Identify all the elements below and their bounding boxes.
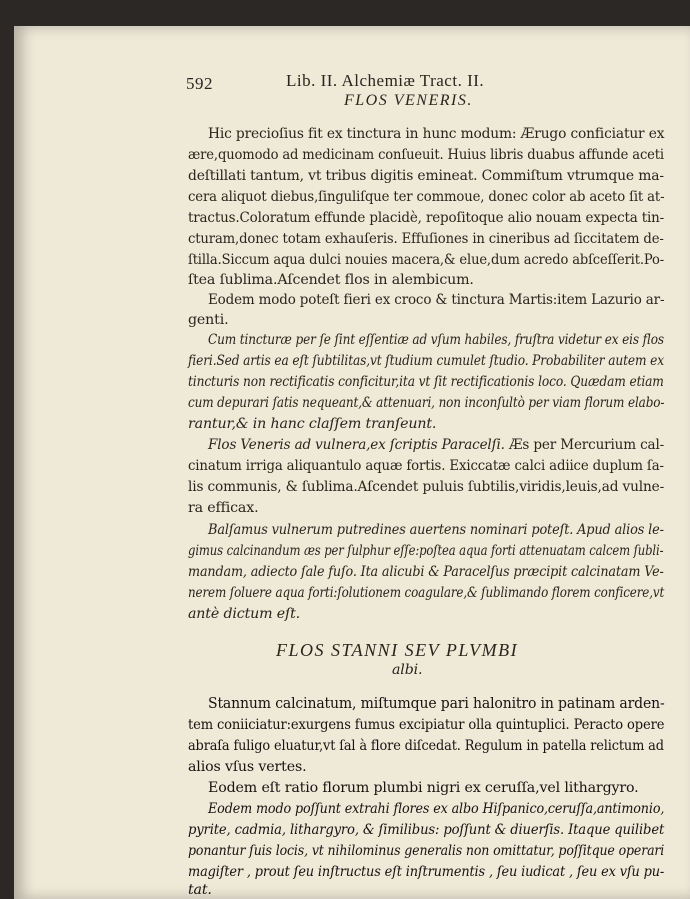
italic-line: rantur,& in hanc claſſem tranſeunt. xyxy=(188,416,437,432)
recipe-heading: Flos Veneris ad vulnera,ex ſcriptis Paracelſi. xyxy=(208,437,505,453)
italic-line: cum depurari ſatis nequeant,& attenuari, non inconſultò per viam florum elabo- xyxy=(188,395,665,411)
italic-line: tincturis non rectificatis conficitur,ita vt ſit rectificationis loco. Quædam etiam xyxy=(188,374,664,390)
text-line: ra efficax. xyxy=(188,500,259,516)
italic-line: ponantur ſuis locis, vt nihilominus generalis non omittatur, poſſitque operari xyxy=(188,843,665,859)
text-line: abraſa fuligo eluatur,vt ſal à flore diſcedat. Regulum in patella relictum ad xyxy=(188,738,664,754)
text-line: genti. xyxy=(188,312,229,328)
italic-line: tat. xyxy=(188,882,212,898)
section-title-flos-veneris: FLOS VENERIS. xyxy=(344,92,473,109)
text-line: Eodem eſt ratio florum plumbi nigri ex ceruſſa,vel lithargyro. xyxy=(208,780,639,796)
recipe-start: Æs per Mercurium cal- xyxy=(504,437,665,453)
italic-line: Eodem modo poſſunt extrahi flores ex albo Hiſpanico,ceruſſa,antimonio, xyxy=(208,801,665,817)
text-line xyxy=(208,437,664,453)
italic-line: fieri.Sed artis ea eſt ſubtilitas,vt ſtudium cumulet ſtudio. Probabiliter autem ex xyxy=(188,353,664,369)
text-line: alios vſus vertes. xyxy=(188,759,307,775)
text-line: cturam,donec totam exhauſeris. Effuſiones in cineribus ad ſiccitatem de- xyxy=(188,231,664,247)
italic-line: gimus calcinandum æs per ſulphur eſſe:poſtea aqua forti attenuatam calcem ſubli- xyxy=(188,543,664,559)
text-line: tractus.Coloratum effunde placidè, repoſitoque alio nouam expecta tin- xyxy=(188,210,665,226)
text-line: tem coniiciatur:exurgens fumus excipiatur olla quintuplici. Peracto opere xyxy=(188,717,665,733)
section-title-flos-stanni: FLOS STANNI SEV PLVMBI xyxy=(276,640,519,660)
italic-line: Cum tincturæ per ſe ſint eſſentiæ ad vſum habiles, fruſtra videtur ex eis flos xyxy=(208,332,664,348)
text-line: ſtea ſublima.Aſcendet flos in alembicum. xyxy=(188,272,474,288)
text-line: lis communis, & ſublima.Aſcendet puluis ſubtilis,viridis,leuis,ad vulne- xyxy=(188,479,665,495)
text-line: cinatum irriga aliquantulo aquæ fortis. Exiccatæ calci adiice duplum ſa- xyxy=(188,458,664,474)
section-subtitle: albi. xyxy=(392,662,423,678)
text-line: Eodem modo poteſt fieri ex croco & tinctura Martis:item Lazurio ar- xyxy=(208,292,665,308)
book-page xyxy=(14,26,690,899)
text-line: deſtillati tantum, vt tribus digitis emineat. Commiſtum vtrumque ma- xyxy=(188,168,664,184)
italic-line: Balſamus vulnerum putredines auertens nominari poteſt. Apud alios le- xyxy=(208,522,664,538)
italic-line: pyrite, cadmia, lithargyro, & ſimilibus: poſſunt & diuerſis. Itaque quilibet xyxy=(188,822,665,838)
text-line: Stannum calcinatum, miſtumque pari halonitro in patinam arden- xyxy=(208,694,665,712)
italic-line: nerem ſoluere aqua forti:ſolutionem coagulare,& ſublimando florem conficere,vt xyxy=(188,585,665,601)
italic-line: antè dictum eſt. xyxy=(188,606,301,622)
running-head: Lib. II. Alchemiæ Tract. II. xyxy=(286,71,485,90)
page-number: 592 xyxy=(186,74,213,93)
text-line: Hic precioſius fit ex tinctura in hunc modum: Ærugo conficiatur ex xyxy=(208,126,665,142)
text-line: cera aliquot diebus,ſinguliſque ter commoue, donec color ab aceto ſit at- xyxy=(188,189,665,205)
text-line: ære,quomodo ad medicinam conſueuit. Huius libris duabus affunde aceti xyxy=(188,147,664,163)
italic-line: mandam, adiecto ſale fuſo. Ita alicubi & Paracelſus præcipit calcinatam Ve- xyxy=(188,564,664,580)
text-line: ſtilla.Siccum aqua dulci nouies macera,& elue,dum acredo abſceſſerit.Po- xyxy=(188,252,664,268)
italic-line: magiſter , prout ſeu inſtructus eſt inſtrumentis , ſeu iudicat , ſeu ex vſu pu- xyxy=(188,864,665,880)
